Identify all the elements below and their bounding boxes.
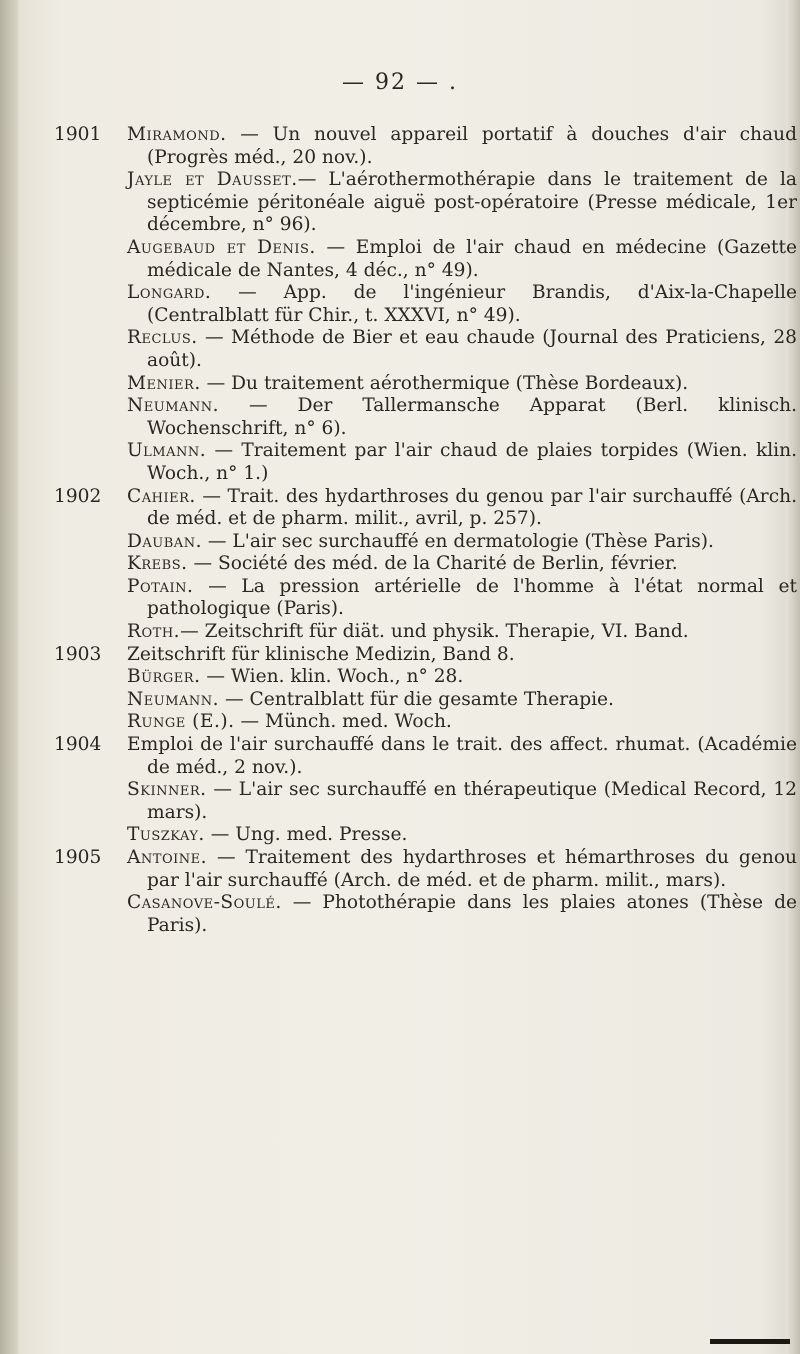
entry-author: Skinner. (127, 779, 207, 801)
bibliography-entry (54, 643, 797, 667)
entry-text: — Du traitement aérothermique (Thèse Bordeaux). (200, 372, 689, 394)
bibliography-entry (127, 666, 797, 689)
entry-author: Casanove-Soulé. (127, 892, 282, 914)
entry-text: — Münch. med. Woch. (234, 711, 452, 733)
bibliography-entry (127, 169, 797, 237)
bibliography-entry (54, 485, 797, 531)
entry-year: 1902 (54, 485, 102, 507)
page-number: — 92 — . (342, 70, 458, 95)
bibliography-entry (127, 531, 797, 554)
entry-author: Longard. (127, 282, 212, 304)
binding-shadow (0, 0, 18, 1354)
entry-text: — App. de l'ingénieur Brandis, d'Aix-la-Chapelle (Centralblatt für Chir., t. XXXVI, n° 49). (147, 282, 797, 326)
bibliography-entry (127, 237, 797, 282)
entry-author: Jayle et Dausset. (127, 169, 298, 191)
bibliography-entry (127, 395, 797, 440)
entry-text: Emploi de l'air surchauffé dans le trait. des affect. rhumat. (Académie de méd., 2 nov.). (127, 734, 797, 778)
bibliography-entry (127, 327, 797, 372)
entry-author: Reclus. (127, 327, 198, 349)
bibliography-entry (127, 824, 797, 847)
entry-author: Runge (E.). (127, 711, 235, 733)
entry-year: 1901 (54, 124, 102, 145)
entry-author: Dauban. (127, 530, 202, 552)
entry-year: 1904 (54, 734, 102, 756)
bibliography-entry (127, 621, 797, 644)
entry-text: — L'air sec surchauffé en dermatologie (Thèse Paris). (201, 530, 714, 552)
entry-text: — Zeitschrift für diät. und physik. Therapie, VI. Band. (180, 621, 689, 643)
entry-author: Menier. (127, 372, 201, 394)
bibliography-entry (127, 440, 797, 485)
entry-author: Antoine. (127, 847, 208, 868)
entry-text: — Société des méd. de la Charité de Berlin, février. (187, 553, 678, 575)
entry-author: Neumann. (127, 688, 220, 710)
entry-text: — Traitement des hydarthroses et hémarthroses du genou par l'air surchauffé (Arch. de méd. et de pharm. milit., mars). (147, 847, 797, 891)
bibliography-entry (54, 847, 797, 892)
entry-text: — Trait. des hydarthroses du genou par l'air surchauffé (Arch. de méd. et de pharm. milit., avril, p. 257). (147, 485, 797, 530)
bibliography-entry (54, 734, 797, 779)
entry-author: Roth. (127, 621, 181, 643)
entry-text: — Emploi de l'air chaud en médecine (Gazette médicale de Nantes, 4 déc., n° 49). (147, 236, 797, 281)
entry-text: — Traitement par l'air chaud de plaies torpides (Wien. klin. Woch., n° 1.) (147, 440, 797, 484)
bibliography-entry (127, 779, 797, 824)
entry-author: Bürger. (127, 666, 201, 688)
bibliography-entry (127, 892, 797, 937)
entry-text: — Photothérapie dans les plaies atones (Thèse de Paris). (147, 892, 797, 936)
entry-year: 1903 (54, 643, 102, 665)
entry-author: Tuszkay. (127, 824, 205, 846)
entry-text: — Ung. med. Presse. (204, 824, 408, 846)
entry-text: — L'air sec surchauffé en thérapeutique (Medical Record, 12 mars). (147, 779, 797, 823)
bibliography-entry (127, 373, 797, 396)
entry-text: — L'aérothermothérapie dans le traitement de la septicémie péritonéale aiguë post-opératoire (Presse médicale, 1er décembre, n° 96). (147, 169, 797, 236)
entry-author: Neumann. (127, 395, 220, 417)
entry-author: Augebaud et Denis. (127, 236, 316, 258)
entry-author: Cahier. (127, 485, 196, 507)
entry-author: Ulmann. (127, 440, 207, 462)
entry-year: 1905 (54, 847, 102, 868)
entry-text: — La pression artérielle de l'homme à l'état normal et pathologique (Paris). (147, 575, 797, 620)
bibliography-entry (127, 576, 797, 621)
bibliography-list (54, 124, 797, 937)
bibliography-entry (127, 282, 797, 327)
entry-text: — Méthode de Bier et eau chaude (Journal des Praticiens, 28 août). (147, 327, 797, 371)
entry-text: — Centralblatt für die gesamte Therapie. (219, 688, 614, 710)
bibliography-entry (54, 124, 797, 169)
entry-text: — Wien. klin. Woch., n° 28. (200, 666, 464, 688)
bibliography-entry (127, 553, 797, 576)
scan-edge-mark (710, 1339, 790, 1344)
entry-author: Krebs. (127, 553, 188, 575)
entry-text: Zeitschrift für klinische Medizin, Band 8. (127, 643, 515, 665)
entry-author: Potain. (127, 575, 194, 597)
bibliography-entry (127, 711, 797, 734)
entry-text: — Der Tallermansche Apparat (Berl. klinisch. Wochenschrift, n° 6). (147, 395, 797, 439)
bibliography-entry (127, 689, 797, 712)
entry-author: Miramond. (127, 124, 227, 145)
entry-text: — Un nouvel appareil portatif à douches d'air chaud (Progrès méd., 20 nov.). (147, 124, 797, 168)
